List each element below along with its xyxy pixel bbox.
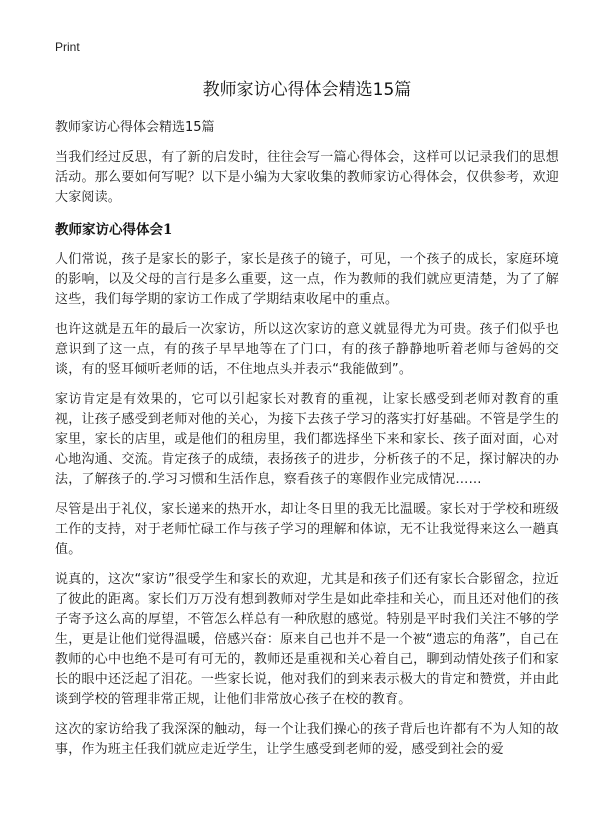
- document-page: [55, 40, 559, 770]
- body-paragraph: 尽管是出于礼仪，家长递来的热开水，却让冬日里的我无比温暖。家长对于学校和班级工作的支持，对于老师忙碌工作与孩子学习的理解和体谅，无不让我觉得来这么一趟真值。: [55, 502, 559, 557]
- document-subtitle: 教师家访心得体会精选15篇: [55, 120, 215, 135]
- print-link[interactable]: Print: [55, 40, 80, 54]
- intro-paragraph: 当我们经过反思，有了新的启发时，往往会写一篇心得体会，这样可以记录我们的思想活动。那么要如何写呢？以下是小编为大家收集的教师家访心得体会，仅供参考，欢迎大家阅读。: [55, 150, 559, 205]
- body-paragraph: 家访肯定是有效果的，它可以引起家长对教育的重视，让家长感受到老师对教育的重视，让孩子感受到老师对他的关心，为接下去孩子学习的落实打好基础。不管是学生的家里，家长的店里，或是他们的租房里，我们都选择坐下来和家长、孩子面对面，心对心地沟通、交流。肯定孩子的成绩，表扬孩子的进步，分析孩子的不足，探讨解决的办法，了解孩子的.学习习惯和生活作息，察看孩子的寒假作业完成情况……: [55, 392, 559, 487]
- body-paragraph: 说真的，这次“家访”很受学生和家长的欢迎，尤其是和孩子们还有家长合影留念，拉近了彼此的距离。家长们万万没有想到教师对学生是如此牵挂和关心，而且还对他们的孩子寄予这么高的厚望，不管怎么样总有一种欣慰的感觉。特别是平时我们关注不够的学生，更是让他们觉得温暖，倍感兴奋：原来自己也并不是一个被“遗忘的角落”，自己在教师的心中也绝不是可有可无的，教师还是重视和关心着自己，聊到动情处孩子们和家长的眼中还泛起了泪花。一些家长说，他对我们的到来表示极大的肯定和赞赏，并由此谈到学校的管理非常正规，让他们非常放心孩子在校的教育。: [55, 572, 559, 707]
- section-heading: 教师家访心得体会1: [55, 222, 173, 238]
- page-title: 教师家访心得体会精选15篇: [202, 80, 412, 100]
- body-paragraph: 这次的家访给我了我深深的触动，每一个让我们操心的孩子背后也许都有不为人知的故事，作为班主任我们就应走近学生，让学生感受到老师的爱，感受到社会的爱: [55, 722, 559, 757]
- body-paragraph: 也许这就是五年的最后一次家访，所以这次家访的意义就显得尤为可贵。孩子们似乎也意识到了这一点，有的孩子早早地等在了门口，有的孩子静静地听着老师与爸妈的交谈，有的竖耳倾听老师的话，不住地点头并表示“我能做到”。: [55, 322, 559, 377]
- body-paragraph: 人们常说，孩子是家长的影子，家长是孩子的镜子，可见，一个孩子的成长，家庭环境的影响，以及父母的言行是多么重要，这一点，作为教师的我们就应更清楚，为了了解这些，我们每学期的家访工作成了学期结束收尾中的重点。: [55, 252, 559, 307]
